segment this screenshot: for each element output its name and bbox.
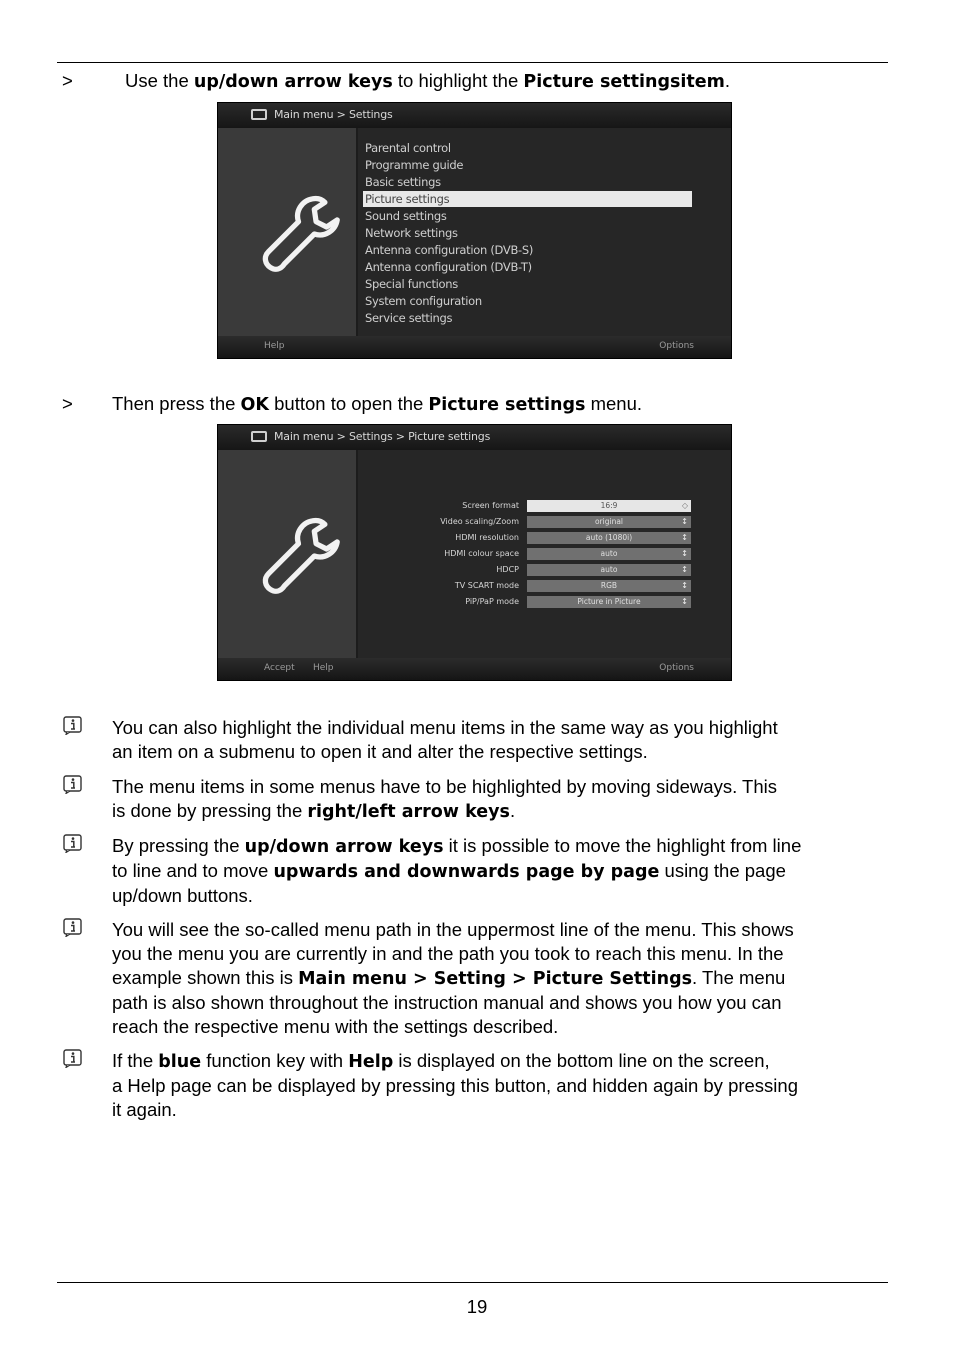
text-run: . The menu <box>692 967 786 988</box>
setting-label: HDCP <box>496 565 519 574</box>
note-line <box>112 918 794 942</box>
text-run: is displayed on the bottom line on the screen, <box>393 1050 770 1071</box>
text-run: . <box>509 800 516 821</box>
setting-value-text: RGB <box>600 581 618 590</box>
setting-label: HDMI resolution <box>455 533 519 542</box>
tv-header <box>218 103 731 128</box>
menu-item[interactable]: Antenna configuration (DVB-S) <box>365 243 534 257</box>
bold-text: blue <box>158 1052 202 1072</box>
updown-arrow-icon: ↕ <box>681 517 688 526</box>
text-run: is done by pressing the <box>112 800 308 821</box>
menu-item[interactable]: Network settings <box>365 226 458 240</box>
text-run: You will see the so-called menu path in the uppermost line of the menu. This shows <box>112 919 794 940</box>
bold-text: Help <box>348 1052 394 1072</box>
note-text <box>112 834 801 908</box>
updown-arrow-icon: ◇ <box>681 501 688 510</box>
info-icon <box>63 918 83 937</box>
setting-value[interactable] <box>527 564 691 576</box>
setting-value[interactable] <box>527 596 691 608</box>
note-line <box>112 859 801 884</box>
footer-help-label: Help <box>264 341 285 351</box>
text-run: By pressing the <box>112 835 245 856</box>
text-run: path is also shown throughout the instruction manual and shows you how you can <box>112 992 782 1013</box>
note-text <box>112 918 794 1039</box>
step-text <box>125 69 730 94</box>
wrench-icon <box>258 512 346 600</box>
text-run: You can also highlight the individual menu items in the same way as you highlight <box>112 717 778 738</box>
bold-text: up/down arrow keys <box>244 837 444 857</box>
note-line <box>112 716 778 740</box>
updown-arrow-icon: ↕ <box>681 581 688 590</box>
note-line <box>112 884 801 908</box>
tv-icon <box>251 109 267 120</box>
text-run: an item on a submenu to open it and alter the respective settings. <box>112 741 648 762</box>
text-run: reach the respective menu with the settings described. <box>112 1016 559 1037</box>
top-rule <box>57 62 888 63</box>
setting-label: HDMI colour space <box>444 549 519 558</box>
text-run: example shown this is <box>112 967 299 988</box>
step-text <box>112 392 642 417</box>
note-line <box>112 834 801 859</box>
menu-item[interactable]: Antenna configuration (DVB-T) <box>365 260 532 274</box>
text-run: a Help page can be displayed by pressing this button, and hidden again by pressing <box>112 1075 798 1096</box>
footer-accept-label: Accept <box>264 663 295 673</box>
setting-label: PiP/PaP mode <box>465 597 519 606</box>
text-run: to line and to move <box>112 860 274 881</box>
setting-value[interactable] <box>527 500 691 512</box>
footer-options-label: Options <box>659 341 694 351</box>
menu-item[interactable]: Programme guide <box>365 158 464 172</box>
menu-item[interactable]: System configuration <box>365 294 482 308</box>
text-run: . <box>724 70 731 91</box>
text-run: Then press the <box>112 393 241 414</box>
note-line <box>112 942 794 966</box>
menu-item[interactable]: Picture settings <box>363 191 692 207</box>
info-icon <box>63 1049 83 1068</box>
note-line <box>112 740 778 764</box>
note-line <box>112 775 777 799</box>
text-run: up/down buttons. <box>112 885 253 906</box>
text-run: function key with <box>201 1050 349 1071</box>
note-line <box>112 1015 794 1039</box>
text-run: it again. <box>112 1099 177 1120</box>
setting-value-text: auto <box>600 549 618 558</box>
setting-value-text: original <box>594 517 624 526</box>
updown-arrow-icon: ↕ <box>681 597 688 606</box>
bottom-rule <box>57 1282 888 1283</box>
text-run: you the menu you are currently in and the path you took to reach this menu. In the <box>112 943 784 964</box>
menu-path: Main menu > Settings > Picture settings <box>274 430 491 443</box>
step-marker: > <box>62 393 73 414</box>
setting-value-text: 16:9 <box>600 501 618 510</box>
bold-text: upwards and downwards page by page <box>273 862 660 882</box>
bold-text: Main menu > Setting > Picture Settings <box>298 969 693 989</box>
note-text <box>112 716 778 764</box>
tv-left-panel <box>218 128 356 336</box>
setting-value-text: auto <box>600 565 618 574</box>
menu-path: Main menu > Settings <box>274 108 393 121</box>
tv-footer <box>218 658 731 680</box>
tv-left-panel <box>218 450 356 658</box>
note-line <box>112 991 794 1015</box>
setting-value[interactable] <box>527 532 691 544</box>
text-run: The menu items in some menus have to be highlighted by moving sideways. This <box>112 776 777 797</box>
info-icon <box>63 716 83 735</box>
setting-label: TV SCART mode <box>454 581 519 590</box>
note-line <box>112 1049 798 1074</box>
tv-footer <box>218 336 731 358</box>
text-run: using the page <box>659 860 786 881</box>
menu-item[interactable]: Service settings <box>365 311 453 325</box>
page-number: 19 <box>466 1296 488 1317</box>
setting-value-text: Picture in Picture <box>577 597 641 606</box>
bold-text: OK <box>240 395 269 415</box>
updown-arrow-icon: ↕ <box>681 533 688 542</box>
note-text <box>112 1049 798 1122</box>
tv-header <box>218 425 731 450</box>
note-line <box>112 799 777 824</box>
bold-text: Picture settings <box>428 395 586 415</box>
menu-item[interactable]: Basic settings <box>365 175 441 189</box>
note-text <box>112 775 777 824</box>
menu-item[interactable]: Parental control <box>365 141 451 155</box>
note-line <box>112 966 794 991</box>
updown-arrow-icon: ↕ <box>681 565 688 574</box>
step-marker: > <box>62 70 73 91</box>
tv-icon <box>251 431 267 442</box>
setting-value-text: auto (1080i) <box>585 533 633 542</box>
text-run: to highlight the <box>392 70 524 91</box>
footer-options-label: Options <box>659 663 694 673</box>
menu-item[interactable]: Sound settings <box>365 209 447 223</box>
bold-text: Picture settingsitem <box>523 72 725 92</box>
text-run: it is possible to move the highlight from line <box>443 835 802 856</box>
setting-value[interactable] <box>527 548 691 560</box>
bold-text: right/left arrow keys <box>307 802 510 822</box>
setting-label: Video scaling/Zoom <box>440 517 519 526</box>
text-run: button to open the <box>268 393 429 414</box>
note-line <box>112 1098 798 1122</box>
info-icon <box>63 775 83 794</box>
note-line <box>112 1074 798 1098</box>
text-run: If the <box>112 1050 159 1071</box>
text-run: menu. <box>585 393 643 414</box>
footer-help-label: Help <box>313 663 334 673</box>
setting-value[interactable] <box>527 580 691 592</box>
picture-settings-screenshot <box>217 424 732 681</box>
bold-text: up/down arrow keys <box>193 72 393 92</box>
setting-label: Screen format <box>462 501 519 510</box>
menu-item[interactable]: Special functions <box>365 277 458 291</box>
settings-menu-screenshot <box>217 102 732 359</box>
wrench-icon <box>258 190 346 278</box>
setting-value[interactable] <box>527 516 691 528</box>
text-run: Use the <box>125 70 194 91</box>
updown-arrow-icon: ↕ <box>681 549 688 558</box>
info-icon <box>63 834 83 853</box>
